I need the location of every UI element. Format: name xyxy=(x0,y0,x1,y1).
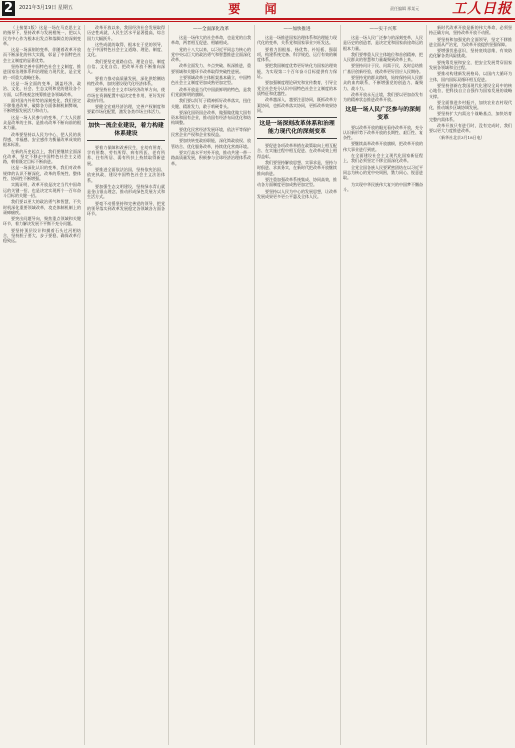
column-divider xyxy=(426,25,427,745)
column-divider xyxy=(254,25,255,745)
article-paragraph: 要深化国资国企改革，做强做优做大国有资本和国有企业，推动国有经济布局优化和结构调整。 xyxy=(171,109,251,126)
masthead xyxy=(0,0,515,22)
article-paragraph: 要推动构建新发展格局，以国内大循环为主体，国内国际双循环相互促进。 xyxy=(429,71,512,82)
article-paragraph: 坚持和完善中国特色社会主义制度、推进国家治理体系和治理能力现代化，是全党的一项重大战略任务。 xyxy=(3,64,81,80)
article-headline: 这是一场人民广泛参与的深刻变革 xyxy=(345,106,421,121)
article-paragraph: 要坚持党的群众路线，始终保持同人民群众的血肉联系，不断增强党的创造力、凝聚力、战斗力。 xyxy=(343,75,423,91)
article-paragraph: 要突出问题导向，聚焦重点领域和关键环节，着力解决发展不平衡不充分问题。 xyxy=(3,216,81,227)
article-paragraph: （上接第1版）这是一场在马克思主义的指导下，坚持改革与发展相统一，把以人民为中心作为根本出发点和落脚点的深刻变革。 xyxy=(3,25,81,46)
article-paragraph: 要坚持扩大内需这个战略基点，加快培育完整内需体系。 xyxy=(429,111,512,122)
article-paragraph: 要增强忧患意识，坚持底线思维，有效防范化解各类风险挑战。 xyxy=(429,48,512,59)
article-paragraph: 党的十八大以来，以习近平同志为核心的党中央以巨大的政治勇气和智慧推进全面深化改革。 xyxy=(171,46,251,63)
article-paragraph: 要促进各项改革举措在政策取向上相互配合、在实施过程中相互促进、在改革成效上相得益彰。 xyxy=(257,143,337,159)
article-paragraph: 我们要以更大的政治勇气和智慧，不失时机深化重要领域改革，攻克体制机制上的顽瘴痼疾。 xyxy=(3,199,81,215)
article-paragraph: 这些成就的取得，根本在于党的领导，在于中国特色社会主义道路、理论、制度、文化。 xyxy=(87,41,165,58)
column-4 xyxy=(257,25,337,745)
article-paragraph: 改革开放是当代中国最鲜明的特色，是我们党最鲜明的旗帜。 xyxy=(171,86,251,97)
article-paragraph: 这是一场全面的变革，涵盖经济、政治、文化、社会、生态文明和党的建设各个方面，以系统观念统筹推进各领域改革。 xyxy=(3,80,81,97)
article-paragraph: 要加强制度理论研究和宣传教育，引导全党全社会充分认识中国特色社会主义制度的本质特征和优越性。 xyxy=(257,80,337,96)
article-paragraph: 要毫不动摇坚持和完善党的领导，把党的领导落实到改革发展稳定各领域各方面各环节。 xyxy=(87,200,165,217)
article-paragraph: 改革开放以来，我国经济社会发展取得历史性成就，人民生活水平显著提高，综合国力大幅跃升。 xyxy=(87,25,165,41)
column-body xyxy=(257,35,337,199)
article-paragraph: 要坚持以人民为中心的发展思想，让改革发展成果更多更公平惠及全体人民。 xyxy=(257,188,337,199)
date-line: 2021年3月19日 星期五 xyxy=(19,5,73,11)
article-paragraph: 要优化民营经济发展环境，依法平等保护民营企业产权和企业家权益。 xyxy=(171,126,251,138)
article-paragraph: 要加快转变政府职能，深化简政放权、放管结合、优化服务改革，持续优化营商环境。 xyxy=(171,138,251,149)
article-paragraph: 要健全宏观经济治理，完善产权制度和要素市场化配置，激发各类市场主体活力。 xyxy=(87,104,165,115)
article-paragraph: 在全面建设社会主义现代化国家新征程上，我们必须坚定不移全面深化改革。 xyxy=(343,153,423,164)
article-paragraph: 改革越深入，越要注意协同，既抓改革方案协同，也抓改革落实协同，更抓改革效果协同。 xyxy=(257,97,337,113)
column-divider xyxy=(340,25,341,745)
section-title: 要 闻 xyxy=(228,2,287,16)
article-paragraph: 这是一场推进国家治理体系和治理能力现代化的变革，关系党和国家事业兴旺发达。 xyxy=(257,35,337,46)
article-paragraph: 要以改革开放的眼光看待改革开放，充分认识新形势下改革开放的长期性、艰巨性、复杂性。 xyxy=(343,124,423,141)
article-paragraph: 为实现中华民族伟大复兴的中国梦不懈奋斗。 xyxy=(343,181,423,192)
article-paragraph: 要着力保障和改善民生，在幼有所育、学有所教、劳有所得、病有所医、老有所养、住有所居、弱有所扶上持续取得新进展。 xyxy=(87,144,165,166)
article-paragraph: 这是一场伟大的社会革命，也是党的自我革命，两者相互促进、相辅相成。 xyxy=(171,35,251,46)
article-paragraph: 要继续高举改革开放旗帜，把改革开放的伟大事业进行到底。 xyxy=(343,141,423,152)
article-paragraph: 要坚持和加强党的全面领导，坚定不移推进全面从严治党，为改革开放提供坚强保障。 xyxy=(429,36,512,47)
paper-logo: 工人日报 xyxy=(452,1,512,17)
column-divider xyxy=(84,25,85,745)
article-paragraph: 实践证明，改革开放是决定当代中国命运的关键一招，也是决定实现两个一百年奋斗目标的关键一招。 xyxy=(3,182,81,198)
article-paragraph: 改革全面发力、多点突破、纵深推进，重要领域和关键环节改革取得突破性进展。 xyxy=(171,63,251,74)
article-headline: 这是一场深刻改革体系和治理能力现代化的深刻变革 xyxy=(259,121,335,136)
column-body xyxy=(87,25,165,217)
article-paragraph: 在新的历史起点上，我们要继续全面深化改革，坚定不移走中国特色社会主义道路，朝着既定目标不断前进。 xyxy=(3,148,81,165)
article-paragraph: 我们要坚定道路自信、理论自信、制度自信、文化自信，把改革开放不断推向深入。 xyxy=(87,58,165,75)
edit-credit: 责任编辑 邢某元 xyxy=(390,6,420,11)
column-3 xyxy=(171,25,251,745)
article-paragraph: 主要领域改革主体框架基本确立，中国特色社会主义制度更加成熟更加定型。 xyxy=(171,75,251,86)
article-paragraph: 新时代改革开放是新的伟大革命，必须坚持正确方向，坚持改革开放不动摇。 xyxy=(429,25,512,36)
article-paragraph: 要坚持社会主义市场经济改革方向，使市场在资源配置中起决定性作用，更好发挥政府作用。 xyxy=(87,87,165,103)
page-number: 2 xyxy=(3,1,14,16)
column-5 xyxy=(343,25,423,745)
article-paragraph: 改革开放永无止境，我们要以更加奋发有为的精神状态推进改革开放。 xyxy=(343,91,423,103)
article-paragraph: 我们要坚持解放思想、实事求是，坚持与时俱进、求真务实，在新时代把改革开放继续推向前进。 xyxy=(257,160,337,176)
article-paragraph: 我们要尊重人民主体地位和首创精神，把人民群众的智慧和力量凝聚到改革上来。 xyxy=(343,51,423,63)
column-body xyxy=(343,35,423,192)
article-paragraph: 面对国内外形势的深刻变化，我们坚定不移推进改革，破除各方面体制机制弊端，不断增强发展活力和动力。 xyxy=(3,97,81,114)
article-paragraph: 这是一场深刻的变革，伴随着改革开放而不断深化的伟大实践，彰显了中国特色社会主义制度的显著优势。 xyxy=(3,47,81,63)
column-body xyxy=(429,25,512,140)
article-paragraph: 要统筹发展和安全，把安全发展贯穿国家发展各领域和全过程。 xyxy=(429,59,512,71)
article-paragraph: 这是一场深化认识的变革，我们对改革规律的认识不断深化，改革的系统性、整体性、协同性不断增强。 xyxy=(3,165,81,182)
column-1 xyxy=(3,25,81,745)
column-divider xyxy=(168,25,169,745)
article-headline-box xyxy=(87,119,165,141)
masthead-rule-thin xyxy=(0,21,515,22)
article-paragraph: 要把我国制度优势更好转化为国家治理效能，为实现第二个百年奋斗目标提供有力保证。 xyxy=(257,63,337,80)
article-paragraph: 要加强生态文明建设，坚持绿水青山就是金山银山理念，推动形成绿色发展方式和生活方式。 xyxy=(87,183,165,200)
column-body xyxy=(3,25,81,244)
article-paragraph: 要实行高水平对外开放，推动共建一带一路高质量发展，积极参与全球经济治理体系改革。 xyxy=(171,149,251,166)
article-headline-box xyxy=(257,117,337,139)
article-paragraph: 要坚持问计于民、问需于民，及时总结推广基层创新经验，使改革更好回应人民期待。 xyxy=(343,63,423,74)
article-paragraph: 要全面推进乡村振兴，加快农业农村现代化，推动城乡区域协调发展。 xyxy=(429,99,512,111)
article-paragraph: 要着力固根基、扬优势、补短板、强弱项，构建系统完备、科学规范、运行有效的制度体系。 xyxy=(257,46,337,63)
article-paragraph: 要着力推动高质量发展，深化供给侧结构性改革，加快建设现代化经济体系。 xyxy=(87,75,165,86)
column-2 xyxy=(87,25,165,745)
subheading: ——全面深化改革 xyxy=(193,27,229,32)
column-6 xyxy=(429,25,512,745)
article-paragraph: （新华社北京3月18日电） xyxy=(437,134,485,140)
article-paragraph: 改革要坚持以人民为中心，把人民的获得感、幸福感、安全感作为衡量改革成效的根本标准。 xyxy=(3,131,81,148)
article-paragraph: 改革开放只有进行时，没有完成时，我们要以更大力度推进改革。 xyxy=(429,123,512,134)
masthead-rule xyxy=(0,18,515,20)
column-body xyxy=(171,35,251,166)
article-headline: 加快一流企业建设，着力构建体系建设 xyxy=(88,122,164,137)
article-paragraph: 这是一场人民参与的变革，广大人民群众是改革的主体，是推动改革不断向前的根本力量。 xyxy=(3,114,81,131)
article-paragraph: 我们要以钉钉子精神抓好改革落实，扭住关键、精准发力，敢于啃硬骨头。 xyxy=(171,98,251,109)
article-paragraph: 要注重加强改革系统集成、协同高效，推动各方面制度更加成熟更加定型。 xyxy=(257,176,337,188)
subheading: ——实干兴邦 xyxy=(369,27,397,32)
article-paragraph: 要坚持创新在我国现代化建设全局中的核心地位，把科技自立自强作为国家发展的战略支撑。 xyxy=(429,82,512,99)
article-paragraph: 全党全国各族人民要紧密团结在以习近平同志为核心的党中央周围，勠力同心、锐意进取。 xyxy=(343,164,423,181)
article-paragraph: 这是一场人民广泛参与的深刻变革，人民是历史的创造者，是决定党和国家前途命运的根本力量。 xyxy=(343,35,423,51)
subheading: ——加快推进 xyxy=(283,27,311,32)
article-paragraph: 要推进全面依法治国，坚持依宪治国、依宪执政，建设中国特色社会主义法治体系。 xyxy=(87,166,165,183)
article-paragraph: 要坚持顶层设计和摸着石头过河相结合，坚持胆子要大、步子要稳，确保改革行稳致远。 xyxy=(3,227,81,244)
